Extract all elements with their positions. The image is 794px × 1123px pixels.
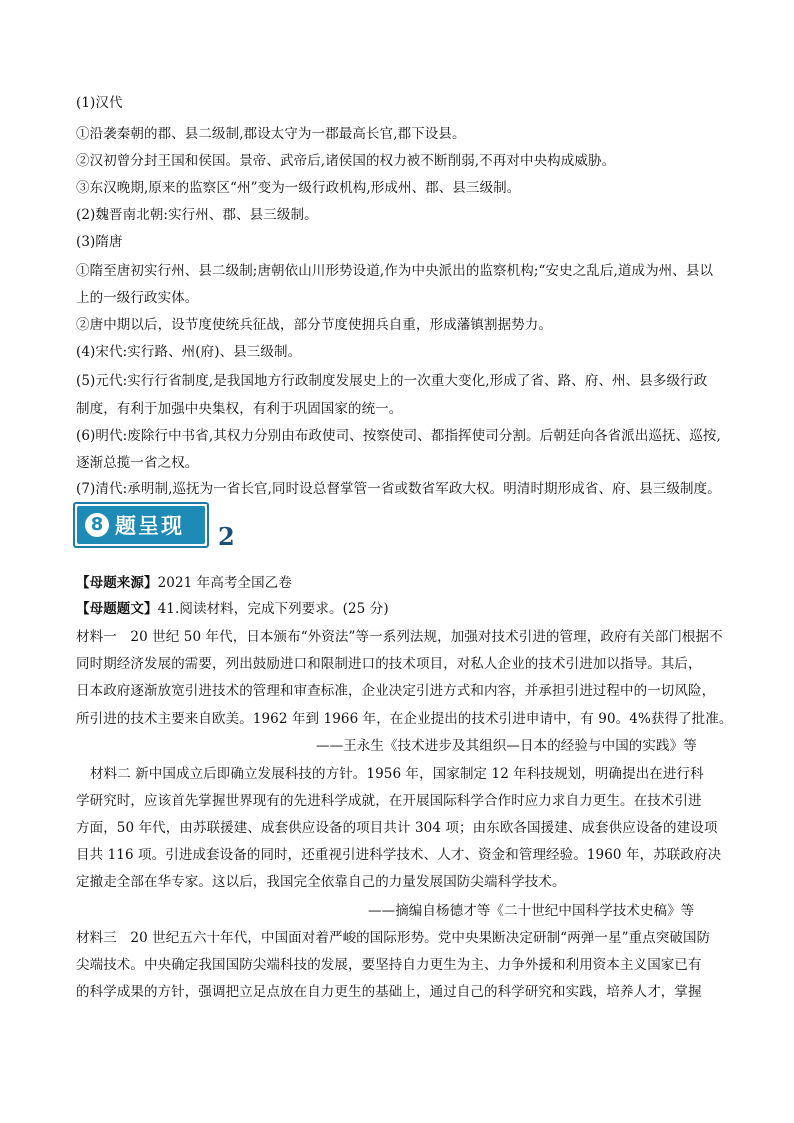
text-line: ③东汉晚期,原来的监察区“州”变为一级行政机构,形成州、郡、县三级制。	[76, 180, 521, 196]
text-line: 制度，有利于加强中央集权，有利于巩固国家的统一。	[76, 401, 403, 417]
badge-number-icon: 8	[85, 513, 109, 537]
material1-source: ——王永生《技术进步及其组织—日本的经验与中国的实践》等	[316, 738, 697, 754]
badge-label: 题呈现	[115, 514, 184, 538]
text-line: ①沿袭秦朝的郡、县二级制,郡设太守为一郡最高长官,郡下设县。	[76, 126, 466, 142]
question-text-line	[76, 600, 389, 618]
text-line: (4)宋代:实行路、州(府)、县三级制。	[76, 344, 302, 360]
section-number: 2	[218, 522, 235, 551]
source-label: 【母题来源】	[76, 575, 158, 591]
text-line: ②唐中期以后，设节度使统兵征战，部分节度使拥兵自重，形成藩镇割据势力。	[76, 317, 552, 333]
material2-line: 目共 116 项。引进成套设备的同时，还重视引进科学技术、人才、资金和管理经验。1960 年，苏联政府决	[76, 847, 722, 863]
text-line: 逐渐总揽一省之权。	[76, 455, 199, 471]
text-line: (3)隋唐	[76, 234, 123, 250]
material2-source: ——摘编自杨德才等《二十世纪中国科学技术史稿》等	[368, 903, 695, 919]
material1-line: 所引进的技术主要来自欧美。1962 年到 1966 年，在企业提出的技术引进申请中，有 90。4%获得了批准。	[76, 711, 733, 727]
section-badge	[73, 502, 209, 548]
material2-line: 学研究时，应该首先掌握世界现有的先进科学成就，在开展国际科学合作时应力求自力更生。在技术引进	[76, 793, 702, 809]
source-text: 2021 年高考全国乙卷	[157, 575, 292, 591]
material3-line: 材料三 20 世纪五六十年代，中国面对着严峻的国际形势。党中央果断决定研制“两弹一星”重点突破国防	[76, 930, 711, 946]
text-line: (6)明代:废除行中书省,其权力分别由布政使司、按察使司、都指挥使司分割。后朝廷向各省派出巡抚、巡按,	[76, 428, 721, 444]
text-line: (1)汉代	[76, 95, 123, 111]
text-line: 上的一级行政实体。	[76, 290, 199, 306]
source-line	[76, 574, 292, 592]
material2-line: 定撤走全部在华专家。这以后，我国完全依靠自己的力量发展国防尖端科学技术。	[76, 874, 566, 890]
material3-line: 尖端技术。中央确定我国国防尖端科技的发展，要坚持自力更生为主、力争外援和利用资本主义国家已有	[76, 957, 702, 973]
question-text-value: 41.阅读材料，完成下列要求。(25 分)	[157, 601, 389, 617]
text-line: (7)清代:承明制,巡抚为一省长官,同时设总督掌管一省或数省军政大权。明清时期形成省、府、县三级制度。	[76, 481, 721, 497]
material1-line: 日本政府逐渐放宽引进技术的管理和审查标准，企业决定引进方式和内容，并承担引进过程中的一切风险，	[76, 683, 716, 699]
question-text-label: 【母题题文】	[76, 601, 158, 617]
text-line: (2)魏晋南北朝:实行州、郡、县三级制。	[76, 207, 318, 223]
material2-line: 方面，50 年代，由苏联援建、成套供应设备的项目共计 304 项；由东欧各国援建、成套供应设备的建设项	[76, 820, 718, 836]
text-line: (5)元代:实行行省制度,是我国地方行政制度发展史上的一次重大变化,形成了省、路、府、州、县多级行政	[76, 373, 708, 389]
material3-line: 的科学成果的方针，强调把立足点放在自力更生的基础上，通过自己的科学研究和实践，培养人才，掌握	[76, 984, 702, 1000]
material1-line: 同时期经济发展的需要，列出鼓励进口和限制进口的技术项目，对私人企业的技术引进加以指导。其后，	[76, 656, 702, 672]
material1-line: 材料一 20 世纪 50 年代，日本颁布“外资法”等一系列法规，加强对技术引进的管理，政府有关部门根据不	[76, 629, 723, 645]
text-line: ②汉初曾分封王国和侯国。景帝、武帝后,诸侯国的权力被不断削弱,不再对中央构成威胁。	[76, 153, 616, 169]
text-line: ①隋至唐初实行州、县二级制;唐朝依山川形势设道,作为中央派出的监察机构;“安史之乱后,道成为州、县以	[76, 263, 714, 279]
section-badge-inner	[77, 506, 205, 544]
material2-line: 材料二 新中国成立后即确立发展科技的方针。1956 年，国家制定 12 年科技规划，明确提出在进行科	[90, 766, 704, 782]
